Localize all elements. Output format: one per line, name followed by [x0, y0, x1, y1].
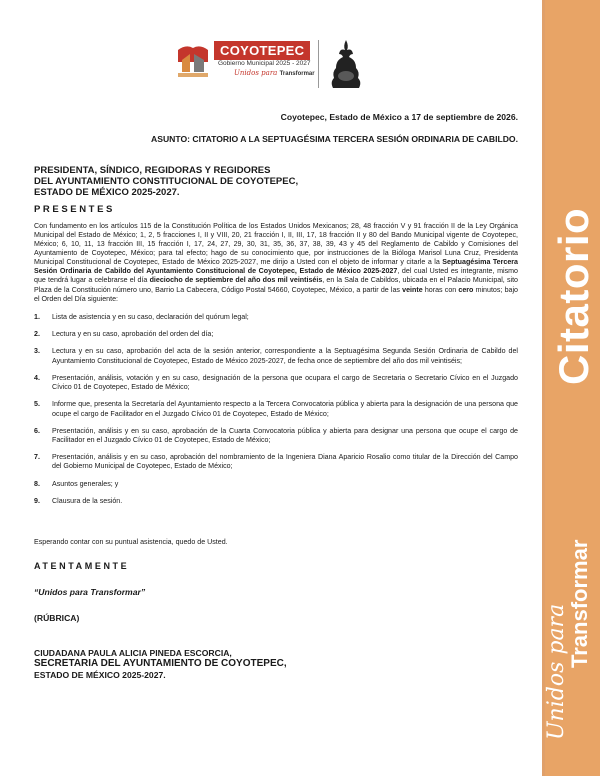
addressee-line: PRESIDENTA, SÍNDICO, REGIDORAS Y REGIDORES [34, 165, 271, 176]
agenda-text: Lectura y en su caso, aprobación del orden del día; [52, 330, 214, 339]
logo-divider [318, 40, 319, 88]
agenda-number: 6. [34, 426, 40, 435]
signer-entity: ESTADO DE MÉXICO 2025-2027. [34, 670, 166, 681]
agenda-number: 5. [34, 400, 40, 409]
sidebar-banner [542, 0, 600, 776]
sidebar-slogan-bold: Transformar [567, 539, 592, 668]
agenda-text: Asuntos generales; y [52, 479, 119, 488]
agenda-text: Clausura de la sesión. [52, 496, 123, 505]
brand-name: COYOTEPEC [214, 41, 310, 60]
agenda-number: 4. [34, 373, 40, 382]
body-bold-session: Septuagésima Tercera Sesión Ordinaria de Cabildo del Ayuntamiento Constitucional de Coyotepec, Estado de México 2025-2027 [34, 258, 518, 276]
agenda-list [34, 313, 518, 514]
brand-slogan-script: Unidos para [234, 69, 278, 77]
signer-role: SECRETARIA DEL AYUNTAMIENTO DE COYOTEPEC, [34, 658, 287, 670]
body-bold-date: dieciocho de septiembre del año dos mil veintiséis [149, 276, 323, 285]
agenda-number: 2. [34, 330, 40, 339]
coyote-glyph-icon [326, 38, 366, 92]
coyotepec-emblem-icon [176, 42, 210, 80]
agenda-number: 1. [34, 313, 40, 321]
agenda-text: Presentación, análisis y en su caso, aprobación del nombramiento de la Ingeniera Diana Aparicio Rosalio como titular de la Dirección del Campo del Gobierno Municipal de Coyotepec, Estado de México; [52, 453, 518, 471]
agenda-item [34, 453, 518, 471]
agenda-item [34, 427, 518, 445]
date-line: Coyotepec, Estado de México a 17 de septiembre de 2026. [280, 112, 518, 122]
brand-slogan [234, 69, 315, 77]
agenda-number: 7. [34, 453, 40, 462]
body-text: , en la Sala de Cabildos, ubicada en el Palacio Municipal, sito Plaza de la Constitución número uno, Barrio La Cabecera, Código Postal 54660, Coyotepec, México, a partir de las [34, 276, 519, 294]
addressee-block [34, 166, 298, 199]
atentamente-heading: ATENTAMENTE [34, 561, 130, 571]
brand-slogan-bold: Transformar [279, 71, 315, 77]
motto-line: “Unidos para Transformar” [34, 587, 146, 597]
agenda-item [34, 480, 518, 489]
addressee-line: DEL AYUNTAMIENTO CONSTITUCIONAL DE COYOTEPEC, [34, 175, 299, 187]
body-text: Con fundamento en los artículos 115 de la Constitución Política de los Estados Unidos Mexicanos; 28, 48 fracción V y 91 fracción II de la Ley Orgánica Municipal del Estado de México; 1, 2, 5 fracciones I, II y VIII, 20, 21 fracción I, II, III, 17, 18 fracción II y 80 del Bando Municipal vigente de Coyotepec, México; 6, 10, 11, 13 fracción III, 15 fracción I, 17, 24, 27, 29, 30, 31, 35, 36, 37, 38, 39, 43 y 45 del Reglamento de Cabildo y Comisiones del Ayuntamiento de Coyotepec, México; para tal efecto; hago de su conocimiento que, por instrucciones de la Bióloga Marisol Luna Cruz, Presidenta Municipal Constitucional de Coyotepec, Estado de México 2025-2027, me dirijo a Usted con el objeto de informar y citarle a la [34, 222, 518, 267]
sidebar-title: Citatorio [550, 207, 597, 385]
agenda-number: 8. [34, 479, 40, 488]
agenda-item [34, 374, 518, 392]
body-paragraph [34, 222, 518, 304]
agenda-number: 3. [34, 347, 40, 356]
agenda-item [34, 497, 518, 506]
agenda-number: 9. [34, 496, 40, 505]
brand-subtitle: Gobierno Municipal 2025 - 2027 [218, 60, 311, 67]
agenda-item [34, 313, 518, 322]
presentes-heading: PRESENTES [34, 204, 115, 215]
agenda-text: Presentación, análisis, votación y en su caso, designación de la persona que ocupara el cargo de Secretaria o Secretario Cívico en el Juzgado Cívico 01 de Coyotepec, Estado de México; [52, 373, 518, 392]
signature-block [34, 648, 287, 681]
addressee-line: ESTADO DE MÉXICO 2025-2027. [34, 186, 180, 198]
body-bold-hour: veinte [402, 285, 423, 294]
body-text: , del cual Usted es integrante, mismo que tendrá lugar a celebrarse el día [34, 267, 518, 285]
agenda-item [34, 330, 518, 339]
body-text: minutos; bajo el Orden del Día siguiente: [34, 285, 518, 303]
agenda-item [34, 347, 518, 365]
subject-line: ASUNTO: CITATORIO A LA SEPTUAGÉSIMA TERCERA SESIÓN ORDINARIA DE CABILDO. [151, 134, 518, 144]
agenda-text: Lectura y en su caso, aprobación del acta de la sesión anterior, correspondiente a la Septuagésima Segunda Sesión Ordinaria de Cabildo del Ayuntamiento Constitucional de Coyotepec, Estado de México 2025-2027, de fecha once de septiembre del año dos mil veintiséis; [52, 347, 518, 365]
agenda-text: Informe que, presenta la Secretaría del Ayuntamiento respecto a la Tercera Convocatoria pública y abierta para la designación de una persona que ocupe el cargo de Facilitador en el Juzgado Cívico 01 de Coyotepec, Estado de México; [52, 400, 518, 418]
agenda-text: Lista de asistencia y en su caso, declaración del quórum legal; [52, 313, 249, 321]
closing-line: Esperando contar con su puntual asistencia, quedo de Usted. [34, 538, 228, 546]
signer-name: CIUDADANA PAULA ALICIA PINEDA ESCORCIA, [34, 648, 232, 658]
agenda-text: Presentación, análisis y en su caso, aprobación de la Cuarta Convocatoria pública y abierta para designar una persona que ocupe el cargo de Facilitador en el Juzgado Cívico 01 de Coyotepec, Estado de México; [52, 426, 518, 444]
agenda-item [34, 400, 518, 418]
rubrica-line: (RÚBRICA) [34, 613, 80, 623]
municipal-logo [176, 38, 376, 94]
body-text: horas con [422, 285, 459, 294]
sidebar-slogan-script: Unidos para [544, 603, 569, 740]
body-bold-minutes: cero [458, 285, 474, 294]
